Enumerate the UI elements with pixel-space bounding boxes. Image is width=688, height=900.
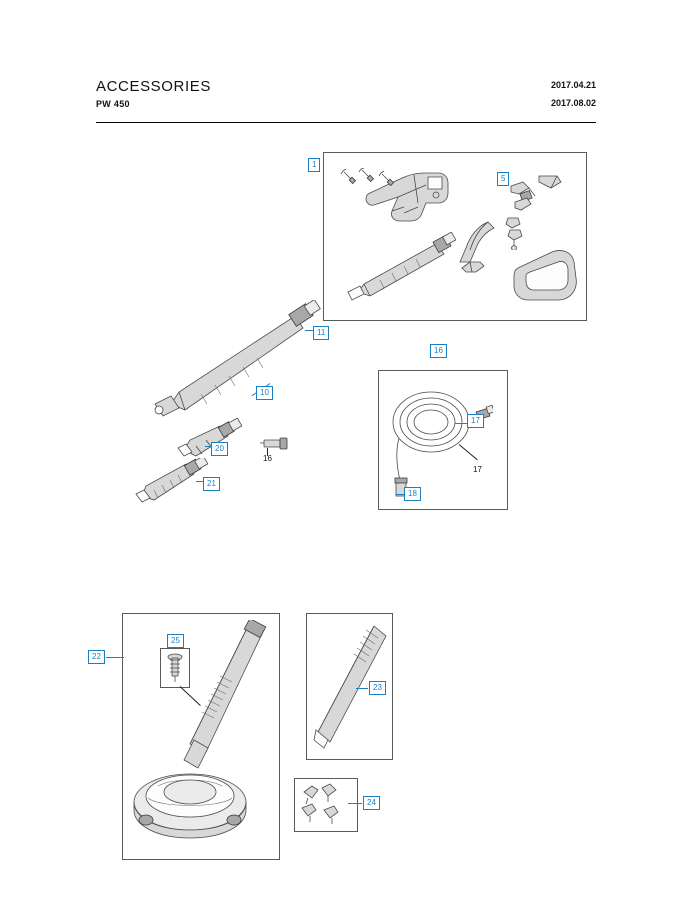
part-valve-bits (500, 216, 530, 250)
plain-number-16 (263, 454, 272, 463)
part-small-clip (460, 258, 486, 276)
leader-22 (106, 657, 124, 658)
callout-10[interactable] (256, 386, 273, 400)
callout-label: 20 (215, 444, 224, 453)
callout-label: 1 (312, 160, 317, 169)
callout-label: 16 (434, 346, 443, 355)
callout-label: 10 (260, 388, 269, 397)
callout-label: 17 (471, 416, 480, 425)
sheet-header (96, 78, 596, 122)
callout-17[interactable] (467, 414, 484, 428)
callout-5[interactable] (497, 172, 509, 186)
callout-23[interactable] (369, 681, 386, 695)
header-divider (96, 122, 596, 123)
part-screws-group (340, 168, 398, 194)
part-nozzle-kit-25 (166, 652, 184, 684)
page-title: ACCESSORIES (96, 78, 211, 95)
callout-20[interactable] (211, 442, 228, 456)
leader-24 (348, 803, 362, 804)
callout-label: 25 (171, 636, 180, 645)
callout-25[interactable] (167, 634, 184, 648)
callout-21[interactable] (203, 477, 220, 491)
plain-number-label: 17 (473, 465, 482, 474)
plain-number-17 (473, 465, 482, 474)
plain-number-label: 16 (263, 454, 272, 463)
callout-label: 21 (207, 479, 216, 488)
part-surface-cleaner (128, 620, 278, 850)
callout-16[interactable] (430, 344, 447, 358)
date-issued: 2017.04.21 (550, 80, 596, 90)
model-label: PW 450 (96, 99, 130, 109)
callout-22[interactable] (88, 650, 105, 664)
callout-label: 24 (367, 798, 376, 807)
callout-label: 22 (92, 652, 101, 661)
callout-1[interactable] (308, 158, 320, 172)
part-handle-grip (512, 248, 578, 304)
callout-label: 5 (501, 174, 506, 183)
part-nozzle-16 (258, 432, 292, 454)
callout-label: 23 (373, 683, 382, 692)
part-long-lance (145, 300, 335, 420)
callout-24[interactable] (363, 796, 380, 810)
leader-23 (356, 688, 368, 689)
callout-label: 18 (408, 489, 417, 498)
callout-18[interactable] (404, 487, 421, 501)
date-revised: 2017.08.02 (550, 98, 596, 108)
callout-label: 11 (317, 328, 326, 337)
part-fittings-24 (298, 782, 354, 828)
part-coiled-hose (383, 378, 493, 504)
callout-11[interactable] (313, 326, 329, 340)
part-lance-wand (340, 232, 460, 302)
